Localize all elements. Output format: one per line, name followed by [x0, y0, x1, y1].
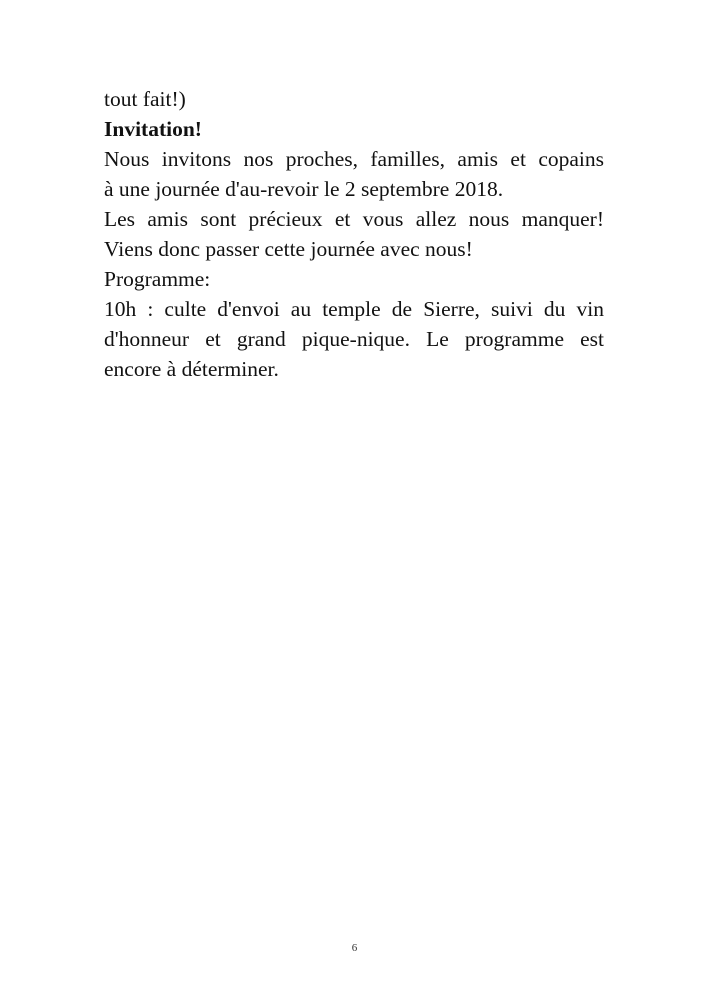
text-line: tout fait!): [104, 87, 186, 111]
text-line: Viens donc passer cette journée avec nous!: [104, 237, 473, 261]
programme-heading: Programme:: [104, 267, 211, 291]
text-line: Nous invitons nos proches, familles, amis et copains: [104, 147, 604, 171]
text-line: Les amis sont précieux et vous allez nous manquer!: [104, 207, 604, 231]
text-line: d'honneur et grand pique-nique. Le programme est: [104, 327, 604, 351]
text-line: 10h : culte d'envoi au temple de Sierre, suivi du vin: [104, 297, 604, 321]
body-text: [104, 84, 604, 384]
page-number: 6: [351, 942, 358, 954]
invitation-heading: Invitation!: [104, 117, 202, 141]
text-line: à une journée d'au-revoir le 2 septembre 2018.: [104, 177, 504, 201]
text-line: encore à déterminer.: [104, 357, 279, 381]
